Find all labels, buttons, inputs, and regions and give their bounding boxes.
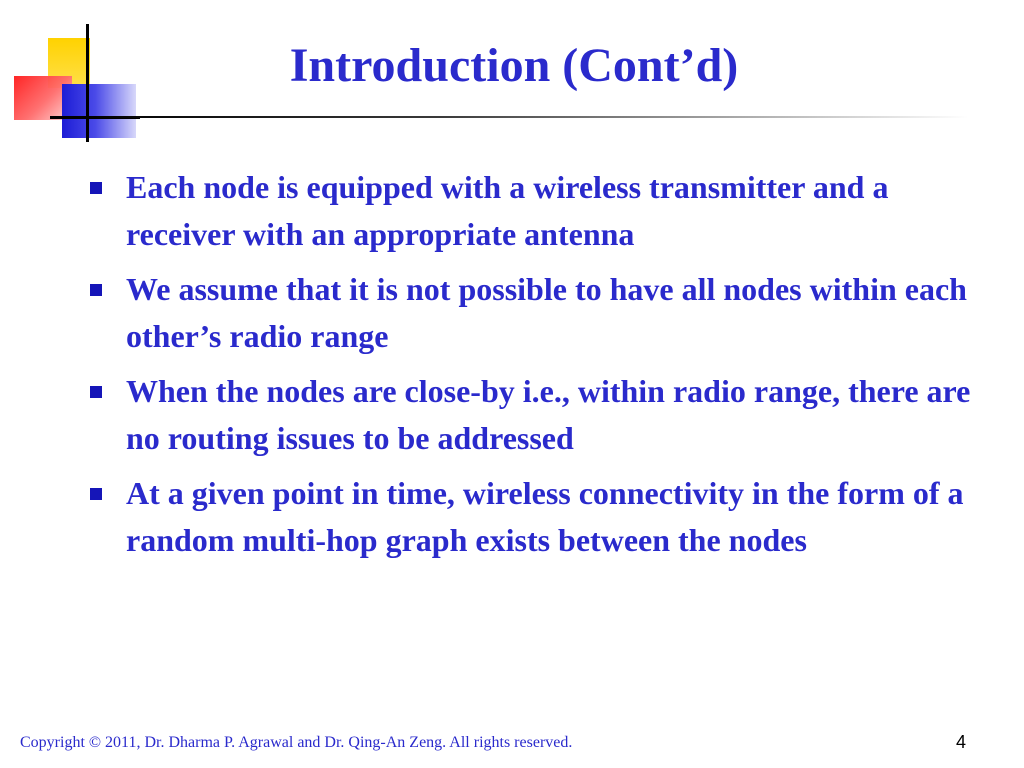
bullet-marker-icon <box>90 488 102 500</box>
bullet-text: When the nodes are close-by i.e., within radio range, there are no routing issues to be addressed <box>126 373 971 456</box>
title-divider <box>88 116 968 118</box>
bullet-text: We assume that it is not possible to have all nodes within each other’s radio range <box>126 271 967 354</box>
bullet-item <box>86 164 986 258</box>
bullet-marker-icon <box>90 386 102 398</box>
bullet-text: Each node is equipped with a wireless transmitter and a receiver with an appropriate antenna <box>126 169 889 252</box>
bullet-marker-icon <box>90 182 102 194</box>
bullet-item <box>86 368 986 462</box>
bullet-text: At a given point in time, wireless connectivity in the form of a random multi-hop graph exists between the nodes <box>126 475 964 558</box>
bullet-item <box>86 470 986 564</box>
slide-title: Introduction (Cont’d) <box>289 39 739 92</box>
bullet-list <box>86 164 986 572</box>
page-number: 4 <box>955 732 966 752</box>
bullet-item <box>86 266 986 360</box>
bullet-marker-icon <box>90 284 102 296</box>
copyright-footer: Copyright © 2011, Dr. Dharma P. Agrawal and Dr. Qing-An Zeng. All rights reserved. <box>20 734 573 751</box>
